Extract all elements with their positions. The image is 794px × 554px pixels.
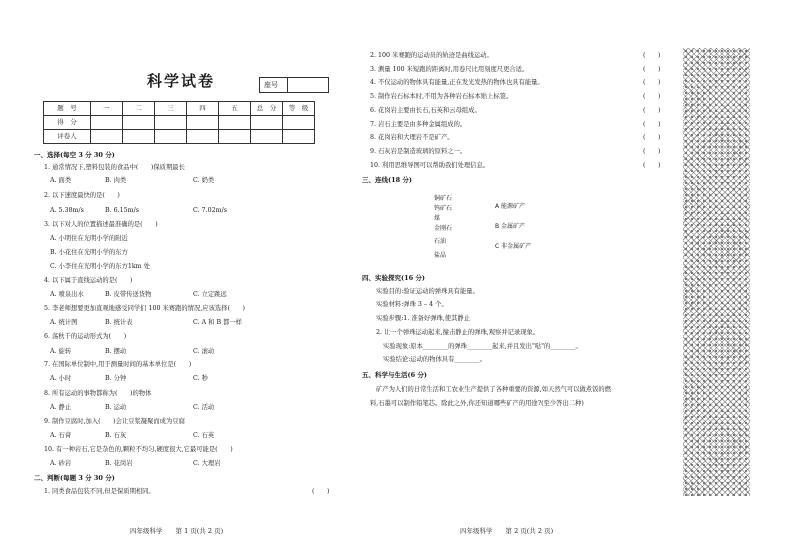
option[interactable]: C. 立定跳远 — [193, 291, 227, 298]
decorative-pattern-strip — [683, 48, 750, 496]
answer-bracket[interactable]: ( ) — [643, 148, 661, 155]
mineral-item[interactable]: 盐晶 — [434, 252, 447, 259]
judgement-item: 7. 岩石主要是由多种金属组成的。 — [370, 121, 467, 128]
option[interactable]: B. 皮带传送货物 — [105, 291, 152, 298]
question-text: 5. 李老师想要更加直观地感受同学们 100 米赛跑的情况,应该选择( ) — [44, 305, 245, 312]
score-cell[interactable] — [91, 130, 123, 144]
option[interactable]: C. 小李住在光明小学的东方1km 处 — [50, 263, 150, 270]
page-footer: 四年级科学 第 2 页(共 2 页) — [460, 527, 554, 535]
page-footer: 四年级科学 第 1 页(共 2 页) — [130, 527, 224, 535]
experiment-blank-line[interactable]: 实验现象:原本________的弹珠________起来,并且发出"哒"的________。 — [383, 343, 582, 350]
option[interactable]: C. 奶类 — [193, 177, 215, 184]
score-cell[interactable] — [155, 116, 187, 130]
option[interactable]: A. 面类 — [50, 177, 72, 184]
score-cell[interactable] — [155, 130, 187, 144]
answer-bracket[interactable]: ( ) — [643, 121, 661, 128]
question-text: 10. 有一种岩石,它是杂色的,颗粒不均匀,硬度很大,它最可能是( ) — [44, 446, 233, 453]
judgement-item: 8. 花岗岩和大理岩不是矿产。 — [370, 134, 454, 141]
life-question-line: 矿产为人们的日常生活和工农业生产提供了各种重要的资源,如天然气可以做煮饭的燃 — [376, 386, 611, 393]
seat-number-box[interactable] — [259, 77, 329, 93]
option[interactable]: C. 秒 — [193, 375, 208, 382]
judgement-item: 10. 利用思维导图可以帮助我们处理信息。 — [370, 162, 490, 169]
experiment-line: 实验步骤:1. 准备好弹珠,使其静止 — [376, 315, 470, 322]
option[interactable]: B. 6.15m/s — [105, 207, 139, 214]
option[interactable]: C. A 和 B 都一样 — [193, 319, 242, 326]
question-text: 8. 所有运动的事物都称为( )的物体 — [44, 390, 152, 397]
question-text: 6. 荡秋千的运动形式为( ) — [44, 333, 127, 340]
seat-label: 座号 — [264, 81, 278, 89]
answer-bracket[interactable]: ( ) — [643, 134, 661, 141]
option[interactable]: C. 滚动 — [193, 348, 215, 355]
question-text: 9. 制作豆腐时,加入( )会让豆浆凝聚而成为豆腐 — [44, 418, 185, 425]
score-cell[interactable] — [123, 116, 155, 130]
score-row-label: 评卷人 — [44, 130, 91, 144]
option[interactable]: B. 石灰 — [105, 432, 127, 439]
question-text: 3. 以下对人的位置描述最准确的是( ) — [44, 221, 158, 228]
score-header-cell: 五 — [219, 102, 251, 116]
option[interactable]: A. 石膏 — [50, 432, 72, 439]
option[interactable]: A. 统计图 — [50, 319, 78, 326]
score-header-cell: 二 — [123, 102, 155, 116]
option[interactable]: A. 小时 — [50, 375, 72, 382]
category-item[interactable]: C 非金属矿产 — [495, 243, 532, 250]
score-header-cell: 三 — [155, 102, 187, 116]
option[interactable]: A. 喷泉出水 — [50, 291, 84, 298]
option[interactable]: C. 石英 — [193, 432, 215, 439]
score-table — [43, 101, 315, 144]
judgement-item: 2. 100 米赛跑的运动员的轨迹是曲线运动。 — [370, 52, 493, 59]
option[interactable]: B. 肉类 — [105, 177, 127, 184]
score-cell[interactable] — [219, 130, 251, 144]
question-text: 2. 以下速度最快的是( ) — [44, 192, 120, 199]
score-cell[interactable] — [91, 116, 123, 130]
option[interactable]: A. 旋转 — [50, 348, 72, 355]
answer-bracket[interactable]: ( ) — [643, 93, 661, 100]
mineral-item[interactable]: 金刚石 — [434, 225, 453, 232]
mineral-item[interactable]: 煤 — [434, 215, 441, 222]
score-row-label: 得 分 — [44, 116, 91, 130]
answer-bracket[interactable]: ( ) — [643, 162, 661, 169]
section4-heading: 四、实验探究(16 分) — [362, 274, 425, 282]
judgement-item: 1. 同类食品包装不同,但是保质期相同。 — [44, 488, 155, 495]
experiment-line: 实验目的:验证运动的弹珠具有能量。 — [376, 288, 479, 295]
life-question-line: 料,石墨可以制作铅笔芯。除此之外,你还知道哪些矿产的用途?(至少答出二种) — [370, 400, 584, 407]
score-header-cell: 四 — [187, 102, 219, 116]
option[interactable]: B. 小花住在光明小学的东方 — [50, 249, 128, 256]
mineral-item[interactable]: 石油 — [434, 238, 447, 245]
score-cell[interactable] — [187, 116, 219, 130]
judgement-item: 5. 制作岩石标本时,不用为各种岩石标本贴上标签。 — [370, 93, 513, 100]
judgement-item: 3. 测量 100 米短跑的距离时,用卷尺比用刻度尺更合适。 — [370, 66, 529, 73]
judgement-item: 9. 石灰岩是制造玻璃的原料之一。 — [370, 148, 467, 155]
option[interactable]: A. 5.38m/s — [50, 207, 84, 214]
option[interactable]: B. 统计表 — [105, 319, 133, 326]
experiment-blank-line[interactable]: 实验结论:运动的物体具有________。 — [383, 356, 486, 363]
score-header-cell: 总 分 — [251, 102, 283, 116]
page-title: 科学试卷 — [147, 72, 216, 90]
category-item[interactable]: A 能源矿产 — [495, 203, 526, 210]
section3-heading: 三、连线(18 分) — [362, 176, 412, 184]
option[interactable]: B. 花岗岩 — [105, 460, 133, 467]
option[interactable]: B. 运动 — [105, 404, 127, 411]
experiment-line: 实验材料:弹珠 3 – 4 个。 — [376, 301, 448, 308]
answer-bracket[interactable]: ( ) — [643, 79, 661, 86]
score-cell[interactable] — [219, 116, 251, 130]
judgement-item: 6. 花岗岩主要由长石,石英和云母组成。 — [370, 107, 481, 114]
score-cell[interactable] — [283, 116, 315, 130]
section5-heading: 五、科学与生活(6 分) — [362, 371, 427, 379]
score-header-cell: 题 号 — [44, 102, 91, 116]
score-cell[interactable] — [123, 130, 155, 144]
score-header-cell: 等 级 — [283, 102, 315, 116]
mineral-item[interactable]: 钨矿石 — [434, 205, 453, 212]
answer-bracket[interactable]: ( ) — [643, 66, 661, 73]
question-text: 7. 在国际单位制中,用于测量时间的基本单位是( ) — [44, 361, 192, 368]
option[interactable]: B. 摆动 — [105, 348, 127, 355]
question-text: 1. 通常情况下,塑料包装的食品中( )保质期最长 — [44, 164, 185, 171]
answer-bracket[interactable]: ( ) — [312, 488, 330, 495]
category-item[interactable]: B 金属矿产 — [495, 223, 526, 230]
question-text: 4. 以下属于直线运动的是( ) — [44, 277, 133, 284]
option[interactable]: A. 砂岩 — [50, 460, 72, 467]
option[interactable]: C. 大理岩 — [193, 460, 221, 467]
option[interactable]: B. 分钟 — [105, 375, 127, 382]
option[interactable]: A. 静止 — [50, 404, 72, 411]
section2-heading: 二、判断(每题 3 分 30 分) — [34, 474, 115, 482]
option[interactable]: A. 小明住在光明小学的附近 — [50, 235, 128, 242]
option[interactable]: C. 活动 — [193, 404, 215, 411]
score-cell[interactable] — [187, 130, 219, 144]
experiment-line: 2. 让一个弹珠运动起来,撞击静止的弹珠,观察并记录现象。 — [376, 329, 540, 336]
section1-heading: 一、选择(每空 3 分 30 分) — [34, 151, 115, 159]
score-header-cell: 一 — [91, 102, 123, 116]
mineral-item[interactable]: 铜矿石 — [434, 195, 453, 202]
answer-bracket[interactable]: ( ) — [643, 52, 661, 59]
score-cell[interactable] — [251, 116, 283, 130]
score-cell[interactable] — [283, 130, 315, 144]
answer-bracket[interactable]: ( ) — [643, 107, 661, 114]
judgement-item: 4. 不仅运动的物体具有能量,正在发光发热的物体也具有能量。 — [370, 79, 544, 86]
score-cell[interactable] — [251, 130, 283, 144]
option[interactable]: C. 7.02m/s — [193, 207, 227, 214]
